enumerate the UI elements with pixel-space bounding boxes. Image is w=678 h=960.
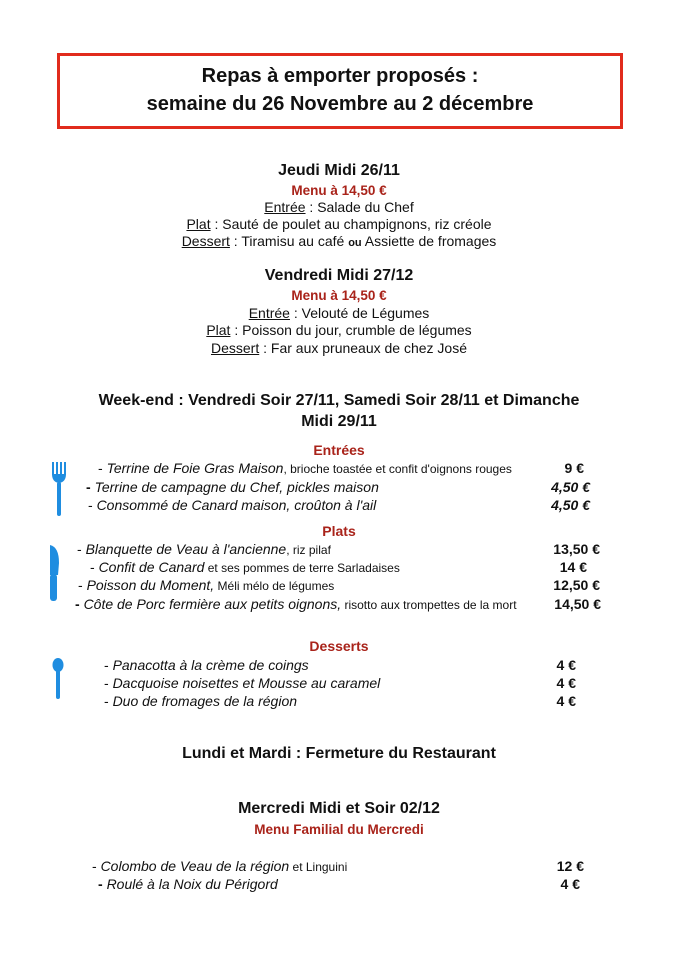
vendredi-plat — [0, 322, 678, 338]
dessert-ou: ou — [348, 237, 362, 249]
plats-heading: Plats — [322, 523, 356, 539]
title-line-2: semaine du 26 Novembre au 2 décembre — [146, 93, 534, 115]
jeudi-menu-price: Menu à 14,50 € — [291, 183, 387, 198]
entree-label: Entrée — [264, 199, 306, 215]
item-price: 4 € — [556, 693, 576, 709]
plat-text: : Poisson du jour, crumble de légumes — [230, 322, 472, 338]
entree-text: : Salade du Chef — [305, 199, 414, 215]
jeudi-title: Jeudi Midi 26/11 — [278, 162, 400, 179]
vendredi-title: Vendredi Midi 27/12 — [264, 267, 414, 284]
item-price: 4 € — [556, 675, 576, 691]
item-price: 4 € — [560, 876, 580, 892]
list-item: - Terrine de campagne du Chef, pickles maison — [86, 479, 379, 495]
item-price: 14,50 € — [554, 596, 601, 612]
list-item: - Blanquette de Veau à l'ancienne, riz pilaf — [77, 541, 331, 557]
weekend-title-line-1: Week-end : Vendredi Soir 27/11, Samedi Soir 28/11 et Dimanche — [98, 392, 580, 409]
spoon-icon — [51, 658, 65, 700]
list-item: - Duo de fromages de la région — [104, 693, 298, 709]
entree-label: Entrée — [248, 305, 290, 321]
item-price: 4,50 € — [551, 479, 590, 495]
dessert-text: : Far aux pruneaux de chez José — [259, 340, 468, 356]
weekend-title-line-2: Midi 29/11 — [301, 413, 377, 430]
item-price: 14 € — [559, 559, 587, 575]
item-price: 12 € — [556, 858, 584, 874]
item-price: 13,50 € — [553, 541, 600, 557]
plat-label: Plat — [206, 322, 231, 338]
knife-icon — [45, 543, 63, 603]
dessert-text-b: Assiette de fromages — [361, 233, 497, 249]
dessert-text-a: : Tiramisu au café — [229, 233, 349, 249]
item-price: 9 € — [564, 460, 584, 476]
jeudi-plat — [0, 216, 678, 232]
jeudi-entree — [0, 199, 678, 215]
list-item: - Poisson du Moment, Méli mélo de légumes — [78, 577, 335, 593]
title-line-1: Repas à emporter proposés : — [201, 65, 479, 87]
item-price: 4,50 € — [551, 497, 590, 513]
vendredi-dessert — [0, 340, 678, 356]
list-item: - Consommé de Canard maison, croûton à l'ail — [88, 497, 377, 513]
vendredi-menu-price: Menu à 14,50 € — [291, 288, 387, 303]
list-item: - Terrine de Foie Gras Maison, brioche toastée et confit d'oignons rouges — [98, 460, 512, 476]
desserts-heading: Desserts — [309, 638, 369, 654]
plat-label: Plat — [186, 216, 211, 232]
vendredi-entree — [0, 305, 678, 321]
list-item: - Colombo de Veau de la région et Linguini — [92, 858, 348, 874]
closure-notice: Lundi et Mardi : Fermeture du Restaurant — [182, 745, 496, 762]
entree-text: : Velouté de Légumes — [289, 305, 430, 321]
list-item: - Panacotta à la crème de coings — [104, 657, 309, 673]
mercredi-menu: Menu Familial du Mercredi — [254, 822, 424, 837]
list-item: - Côte de Porc fermière aux petits oignons, risotto aux trompettes de la mort — [75, 596, 517, 612]
dessert-label: Dessert — [210, 340, 260, 356]
list-item: - Roulé à la Noix du Périgord — [98, 876, 278, 892]
mercredi-title: Mercredi Midi et Soir 02/12 — [238, 800, 440, 817]
jeudi-dessert — [0, 233, 678, 249]
list-item: - Confit de Canard et ses pommes de terre Sarladaises — [90, 559, 400, 575]
plat-text: : Sauté de poulet au champignons, riz créole — [210, 216, 492, 232]
title-frame — [57, 53, 623, 129]
list-item: - Dacquoise noisettes et Mousse au caramel — [104, 675, 381, 691]
item-price: 12,50 € — [553, 577, 600, 593]
dessert-label: Dessert — [181, 233, 230, 249]
item-price: 4 € — [556, 657, 576, 673]
entrees-heading: Entrées — [313, 442, 365, 458]
fork-icon — [49, 462, 69, 518]
